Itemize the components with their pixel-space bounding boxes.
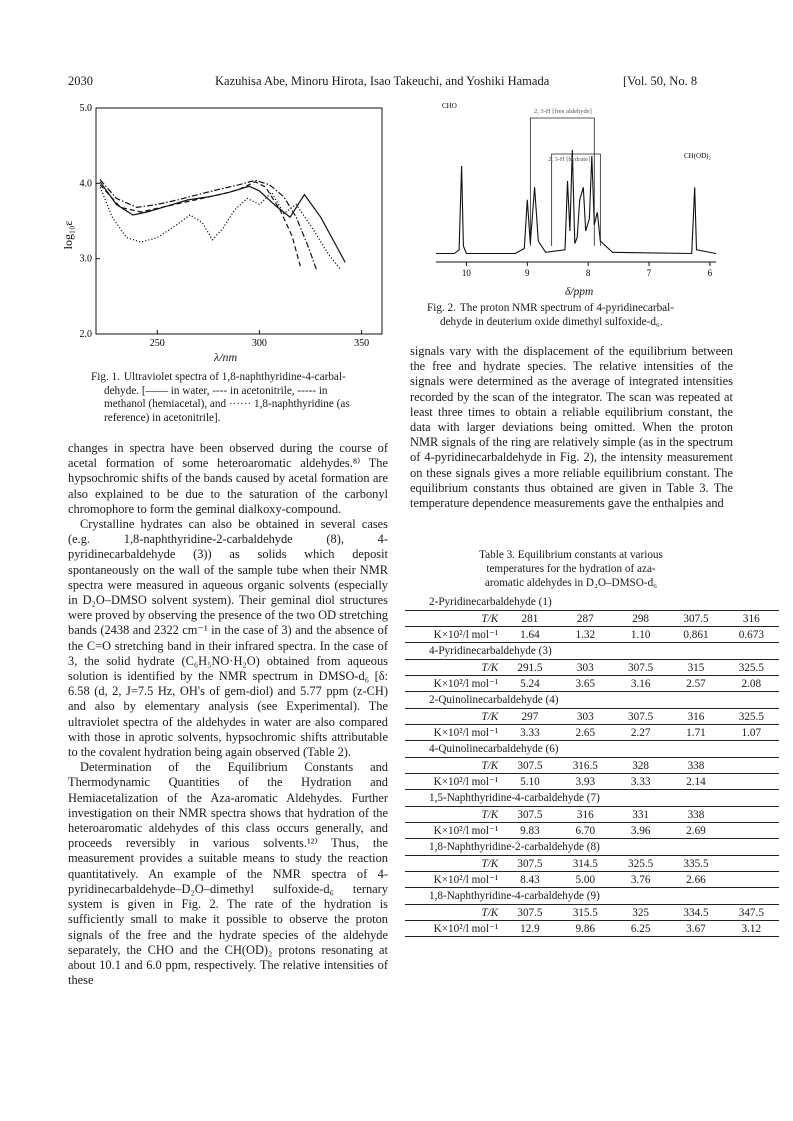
table3-compound-row bbox=[405, 888, 779, 905]
fig2-bracket-free bbox=[530, 118, 594, 246]
table3-cell: 1.32 bbox=[558, 627, 613, 643]
fig2-ch-od2-label: CH(OD)₂ bbox=[684, 152, 711, 160]
table3-cell: 8.43 bbox=[502, 872, 557, 888]
table3-temperature-row bbox=[405, 807, 779, 823]
fig1-xtick-label: 300 bbox=[251, 338, 267, 349]
fig2-caption-label: Fig. 2. bbox=[427, 302, 456, 314]
table3-cell: 3.33 bbox=[502, 725, 557, 741]
table3-temperature-row bbox=[405, 660, 779, 676]
fig2-cho-label: CHO bbox=[442, 102, 457, 110]
fig1-caption-line: reference) in acetonitrile]. bbox=[104, 411, 221, 424]
table3-cell: 347.5 bbox=[724, 905, 779, 921]
table3-cell bbox=[724, 758, 779, 774]
page-number: 2030 bbox=[68, 74, 93, 88]
table3-k-row bbox=[405, 676, 779, 692]
table3-row-label: T/K bbox=[405, 709, 502, 725]
fig2-free-aldehyde-label: 2, 3-H [free aldehyde] bbox=[534, 108, 592, 115]
table3-cell: 287 bbox=[558, 611, 613, 627]
table3-cell: 325.5 bbox=[724, 660, 779, 676]
table3-cell: 9.83 bbox=[502, 823, 557, 839]
table3-cell bbox=[724, 774, 779, 790]
fig2-xtick-label: 6 bbox=[707, 268, 713, 278]
table3-row-label: T/K bbox=[405, 611, 502, 627]
table3-cell: 1.64 bbox=[502, 627, 557, 643]
table3-compound-name: 2-Quinolinecarbaldehyde (4) bbox=[429, 694, 559, 706]
table3-cell: 0.861 bbox=[668, 627, 723, 643]
table3-compound-row bbox=[405, 741, 779, 758]
fig1-caption-line: Ultraviolet spectra of 1,8-naphthyridine-4-carbal- bbox=[123, 371, 346, 383]
fig1-caption bbox=[91, 371, 387, 425]
table3-cell: 2.57 bbox=[668, 676, 723, 692]
table3-cell: 315.5 bbox=[558, 905, 613, 921]
table3-compound-row bbox=[405, 594, 779, 611]
table3-cell: 2.69 bbox=[668, 823, 723, 839]
fig1-ytick-label: 3.0 bbox=[79, 253, 92, 265]
table3-temperature-row bbox=[405, 856, 779, 872]
table3-cell bbox=[724, 856, 779, 872]
fig2-xtick-label: 7 bbox=[646, 268, 652, 278]
table3-cell: 3.12 bbox=[724, 921, 779, 937]
table3-cell bbox=[724, 872, 779, 888]
table3-title-line: temperatures for the hydration of aza- bbox=[486, 563, 656, 575]
table3-row-label: T/K bbox=[405, 758, 502, 774]
paragraph: Crystalline hydrates can also be obtained in several cases (e.g. 1,8-naphthyridine-2-carbaldehyde (8), 4-pyridinecarbaldehyde (3)) as solids which deposit spontaneously on the wall of the sample tube when their NMR spectra were measured in aqueous organic solvents (especially in D₂O–DMSO solvent system). Their geminal diol structures were proved by observing the presence of the two OD stretching bands (2438 and 2322 cm⁻¹ in the case of 3) and the absence of the C=O stretching band in their infrared spectra. In the case of 3, the solid hydrate (C₆H₅NO·H₂O) obtained from aqueous solution is identified by the NMR spectrum in DMSO-d₆ [δ: 6.58 (d, 2, J=7.5 Hz, OH's of gem-diol) and 5.77 ppm (z-CH) and also by elementary analysis (see Experimental). The ultraviolet spectra of the aldehydes in water are also compared with those in aprotic solvents, hypsochromic shifts attributable to the covalent hydration being again observed (Table 2). bbox=[68, 517, 388, 760]
table3-cell: 307.5 bbox=[668, 611, 723, 627]
table3-k-row bbox=[405, 725, 779, 741]
table3-cell: 6.25 bbox=[613, 921, 668, 937]
table3-compound-name: 2-Pyridinecarbaldehyde (1) bbox=[429, 596, 552, 608]
table3-k-row bbox=[405, 921, 779, 937]
table3-cell: 307.5 bbox=[502, 856, 557, 872]
table3-temperature-row bbox=[405, 709, 779, 725]
volume-label: [Vol. 50, No. 8 bbox=[623, 74, 698, 88]
fig1-ylabel-text: log₁₀ε bbox=[61, 220, 75, 250]
fig1-ytick-label: 5.0 bbox=[79, 103, 92, 114]
fig2-caption-line: dehyde in deuterium oxide dimethyl sulfoxide-d₆. bbox=[440, 315, 663, 328]
fig1-series-line bbox=[100, 180, 317, 270]
table3-compound-name: 1,8-Naphthyridine-4-carbaldehyde (9) bbox=[429, 890, 600, 902]
table3-cell: 3.67 bbox=[668, 921, 723, 937]
table3-cell: 5.24 bbox=[502, 676, 557, 692]
table3-temperature-row bbox=[405, 611, 779, 627]
table3-cell: 1.07 bbox=[724, 725, 779, 741]
left-column-text bbox=[68, 441, 388, 988]
table3-title-line: Table 3. Equilibrium constants at various bbox=[479, 549, 663, 561]
table3-row-label: K×10²/l mol⁻¹ bbox=[405, 872, 502, 888]
table3-k-row bbox=[405, 872, 779, 888]
table3-cell: 334.5 bbox=[668, 905, 723, 921]
table3-cell: 2.14 bbox=[668, 774, 723, 790]
fig1-ytick-label: 2.0 bbox=[79, 329, 92, 340]
table3-compound-name: 4-Quinolinecarbaldehyde (6) bbox=[429, 743, 559, 755]
right-column-text bbox=[410, 344, 733, 511]
fig1-caption-label: Fig. 1. bbox=[91, 371, 120, 383]
table3-compound-name: 1,5-Naphthyridine-4-carbaldehyde (7) bbox=[429, 792, 600, 804]
table3-k-row bbox=[405, 823, 779, 839]
table3-cell: 281 bbox=[502, 611, 557, 627]
table3-cell: 325.5 bbox=[613, 856, 668, 872]
table3-cell: 5.10 bbox=[502, 774, 557, 790]
fig1-ylabel bbox=[60, 215, 80, 255]
table3-compound-row bbox=[405, 790, 779, 807]
table3-cell: 338 bbox=[668, 807, 723, 823]
table3-compound-row bbox=[405, 692, 779, 709]
table3-cell: 307.5 bbox=[502, 758, 557, 774]
table3-cell bbox=[724, 823, 779, 839]
table3-cell: 2.27 bbox=[613, 725, 668, 741]
table3-cell: 325.5 bbox=[724, 709, 779, 725]
nmr-trace bbox=[436, 150, 716, 254]
table3-row-label: T/K bbox=[405, 807, 502, 823]
fig2-nmr-chart bbox=[430, 98, 730, 283]
fig1-frame bbox=[96, 108, 382, 334]
table3-compound-name: 4-Pyridinecarbaldehyde (3) bbox=[429, 645, 552, 657]
table3-title-line: aromatic aldehydes in D₂O–DMSO-d₆ bbox=[484, 577, 658, 589]
running-authors: Kazuhisa Abe, Minoru Hirota, Isao Takeuchi, and Yoshiki Hamada bbox=[215, 74, 550, 88]
fig1-caption-line: methanol (hemiacetal), and ······ 1,8-naphthyridine (as bbox=[104, 398, 350, 411]
table3-temperature-row bbox=[405, 905, 779, 921]
table3-compound-name: 1,8-Naphthyridine-2-carbaldehyde (8) bbox=[429, 841, 600, 853]
table3-cell: 3.93 bbox=[558, 774, 613, 790]
fig2-xtick-label: 10 bbox=[461, 268, 471, 278]
table3 bbox=[405, 594, 779, 937]
fig1-ytick-label: 4.0 bbox=[79, 178, 92, 190]
table3-cell: 2.65 bbox=[558, 725, 613, 741]
table3-row-label: K×10²/l mol⁻¹ bbox=[405, 823, 502, 839]
table3-cell: 325 bbox=[613, 905, 668, 921]
table3-cell: 297 bbox=[502, 709, 557, 725]
table3-row-label: K×10²/l mol⁻¹ bbox=[405, 627, 502, 643]
table3-cell: 2.66 bbox=[668, 872, 723, 888]
table3-cell: 5.00 bbox=[558, 872, 613, 888]
table3-row-label: T/K bbox=[405, 856, 502, 872]
fig2-hydrate-label: 2, 3-H [hydrate] bbox=[548, 156, 591, 163]
table3-cell: 316 bbox=[724, 611, 779, 627]
table3-cell: 328 bbox=[613, 758, 668, 774]
table3-row-label: K×10²/l mol⁻¹ bbox=[405, 725, 502, 741]
table3-cell: 3.16 bbox=[613, 676, 668, 692]
table3-cell: 307.5 bbox=[613, 660, 668, 676]
table3-grid bbox=[405, 594, 779, 937]
table3-cell: 9.86 bbox=[558, 921, 613, 937]
table3-cell: 2.08 bbox=[724, 676, 779, 692]
table3-cell: 307.5 bbox=[502, 807, 557, 823]
table3-cell: 316 bbox=[668, 709, 723, 725]
table3-temperature-row bbox=[405, 758, 779, 774]
table3-row-label: K×10²/l mol⁻¹ bbox=[405, 676, 502, 692]
table3-cell: 298 bbox=[613, 611, 668, 627]
table3-cell: 316 bbox=[558, 807, 613, 823]
table3-cell: 335.5 bbox=[668, 856, 723, 872]
fig1-plot-frame bbox=[96, 108, 382, 334]
table3-cell: 1.71 bbox=[668, 725, 723, 741]
table3-cell: 0.673 bbox=[724, 627, 779, 643]
table3-cell: 307.5 bbox=[502, 905, 557, 921]
table3-cell: 303 bbox=[558, 709, 613, 725]
table3-k-row bbox=[405, 774, 779, 790]
fig1-uv-chart bbox=[62, 100, 392, 365]
paragraph: Determination of the Equilibrium Constants and Thermodynamic Quantities of the Hydration and Hemiacetalization of the Aza-aromatic Aldehydes. Further investigation on their NMR spectra shows that hydration of the heteroaromatic aldehydes of this class occurs generally, and proceeds reversibly in various solvents.¹²⁾ Thus, the measurement provides a suitable means to study the reaction quantitatively. An example of the NMR spectra of 4-pyridinecarbaldehyde–D₂O–dimethyl sulfoxide-d₆ ternary system is given in Fig. 2. The rate of the hydration is sufficiently small to make it possible to observe the proton signals of the free and the hydrate species of the aldehyde separately, the CHO and the CH(OD)₂ protons resonating at about 10.1 and 6.0 ppm, respectively. The relative intensities of these bbox=[68, 760, 388, 988]
fig2-caption bbox=[427, 302, 727, 329]
fig1-caption-line: dehyde. [—— in water, ---- in acetonitrile, ----- in bbox=[104, 384, 328, 397]
fig2-xtick-label: 9 bbox=[525, 268, 530, 278]
fig2-xlabel: δ/ppm bbox=[565, 286, 594, 298]
paragraph: changes in spectra have been observed during the course of acetal formation of some heteroaromatic aldehydes.⁸⁾ The hypsochromic shifts of the bands caused by acetal formation are also explained to be due to the saturation of the carbonyl chromophore to form the geminal dialkoxy-compound. bbox=[68, 441, 388, 516]
table3-cell: 303 bbox=[558, 660, 613, 676]
table3-compound-row bbox=[405, 643, 779, 660]
table3-cell: 314.5 bbox=[558, 856, 613, 872]
table3-cell: 1.10 bbox=[613, 627, 668, 643]
table3-cell: 338 bbox=[668, 758, 723, 774]
table3-row-label: T/K bbox=[405, 660, 502, 676]
table3-k-row bbox=[405, 627, 779, 643]
table3-cell: 3.76 bbox=[613, 872, 668, 888]
fig2-xtick-label: 8 bbox=[585, 268, 591, 278]
table3-cell: 316.5 bbox=[558, 758, 613, 774]
fig1-xtick-label: 250 bbox=[149, 338, 165, 349]
table3-title bbox=[405, 548, 737, 590]
table3-cell: 3.96 bbox=[613, 823, 668, 839]
table3-row-label: K×10²/l mol⁻¹ bbox=[405, 774, 502, 790]
fig1-series-line bbox=[100, 187, 341, 270]
table3-cell: 12.9 bbox=[502, 921, 557, 937]
table3-row-label: T/K bbox=[405, 905, 502, 921]
table3-row-label: K×10²/l mol⁻¹ bbox=[405, 921, 502, 937]
paragraph: signals vary with the displacement of the equilibrium between the free and hydrate species. The relative intensities of the signals were determined as the average of integrated intensities recorded by the scan of the integrator. The scan was repeated at least three times to obtain a reliable equilibrium constant, the data with larger deviations being omitted. When the proton NMR signals of the ring are relatively simple (as in the spectrum of 4-pyridinecarbaldehyde in Fig. 2), the intensity measurement on these signals gives a more reliable equilibrium constant. The equilibrium constants thus obtained are given in Table 3. The temperature dependence measurements gave the enthalpies and bbox=[410, 344, 733, 511]
table3-cell: 3.33 bbox=[613, 774, 668, 790]
table3-cell bbox=[724, 807, 779, 823]
table3-cell: 291.5 bbox=[502, 660, 557, 676]
table3-cell: 315 bbox=[668, 660, 723, 676]
fig1-xtick-label: 350 bbox=[354, 338, 370, 349]
fig1-series-line bbox=[100, 182, 345, 263]
table3-compound-row bbox=[405, 839, 779, 856]
table3-cell: 307.5 bbox=[613, 709, 668, 725]
fig1-xlabel: λ/nm bbox=[214, 350, 238, 364]
table3-cell: 6.70 bbox=[558, 823, 613, 839]
table3-cell: 331 bbox=[613, 807, 668, 823]
fig2-caption-line: The proton NMR spectrum of 4-pyridinecarbal- bbox=[459, 302, 674, 314]
table3-cell: 3.65 bbox=[558, 676, 613, 692]
